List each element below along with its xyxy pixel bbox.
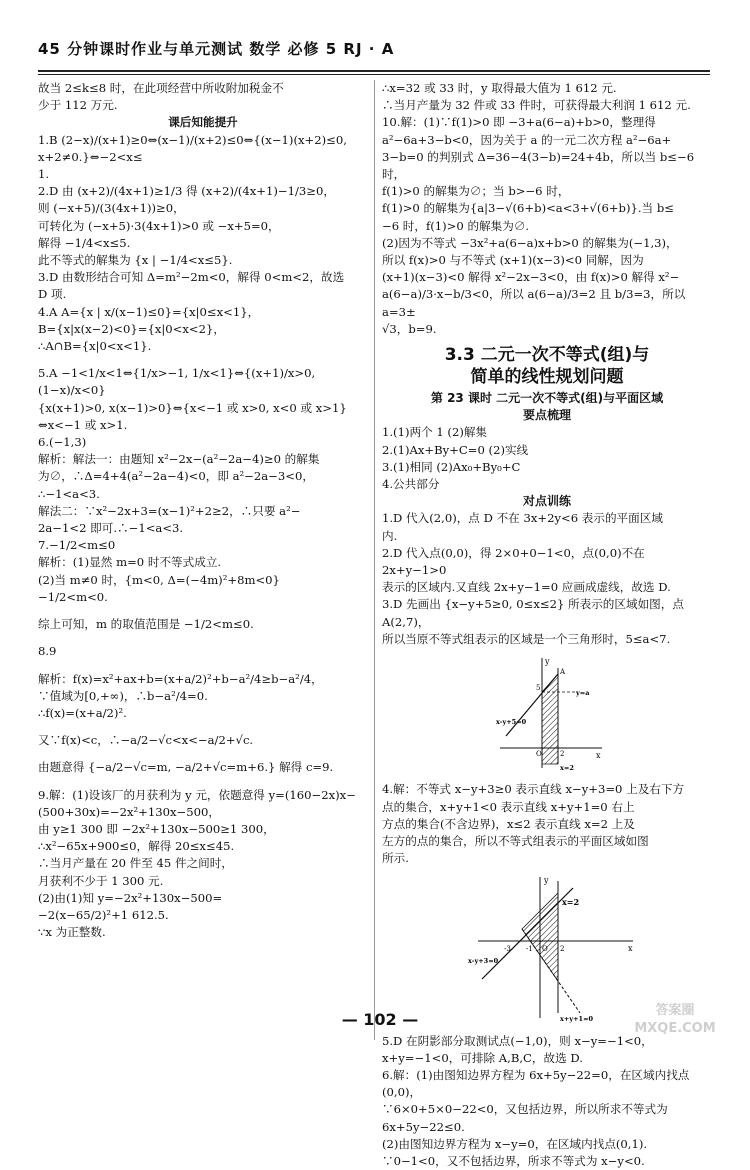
text-line: (x+1)(x−3)<0 解得 x²−2x−3<0，由 f(x)>0 解得 x²−: [382, 270, 680, 285]
text-line: −2(x−65/2)²+1 612.5.: [38, 907, 169, 922]
subheading-after-class: 课后知能提升: [168, 115, 238, 130]
text-line: 此不等式的解集为 {x | −1/4<x≤5}.: [38, 253, 233, 268]
text-line: ∵6×0+5×0−22<0，又包括边界，所以所求不等式为: [382, 1102, 668, 1117]
fig1-A-label: A: [560, 668, 566, 677]
key-point: 4.公共部分: [382, 477, 440, 492]
text-line: 可转化为 (−x+5)·3(4x+1)>0 或 −x+5=0，: [38, 218, 280, 233]
answer-2: 2.D 由 (x+2)/(4x+1)≥1/3 得 (x+2)/(4x+1)−1/3≥0，: [38, 184, 335, 199]
text-line: ∵值域为[0,+∞)，∴b−a²/4=0.: [38, 688, 208, 703]
fig1-x-label: x: [596, 751, 601, 761]
text-line: ∴x=32 或 33 时，y 取得最大值为 1 612 元.: [382, 81, 617, 95]
lesson-title: 第 23 课时 二元一次不等式(组)与平面区域: [430, 391, 664, 406]
text-line: 3−b=0 的判别式 Δ=36−4(3−b)=24+4b，所以当 b≤−6 时，: [382, 149, 695, 182]
key-point: 1.(1)两个 1 (2)解集: [382, 425, 488, 440]
text-line: 解法二：∵x²−2x+3=(x−1)²+2≥2，∴只要 a²−: [38, 503, 301, 518]
key-points-heading: 要点梳理: [522, 408, 571, 423]
fig1-line-label: x-y+5=0: [496, 718, 527, 727]
text-line: 内.: [382, 528, 398, 543]
text-line: 为∅，∴Δ=4+4(a²−2a−4)<0，即 a²−2a−3<0，: [38, 469, 314, 484]
watermark: [610, 1002, 740, 1038]
text-line: 由 y≥1 300 即 −2x²+130x−500≥1 300，: [38, 821, 275, 836]
text-line: D 项.: [38, 287, 67, 302]
text-line: 少于 112 万元.: [38, 98, 118, 113]
text-line: ∵x 为正整数.: [38, 925, 106, 940]
answer-1: 1.B (2−x)/(x+1)≥0⇔(x−1)/(x+2)≤0⇔{(x−1)(x+2)≤0, x+2≠0.}⇔−2<x≤: [38, 132, 347, 164]
text-line: f(1)>0 的解集为∅；当 b>−6 时，: [382, 184, 570, 199]
text-line: (2)因为不等式 −3x²+a(6−a)x+b>0 的解集为(−1,3)，: [382, 235, 678, 250]
text-line: 6x+5y−22≤0.: [382, 1119, 465, 1134]
answer-3: 3.D 由数形结合可知 Δ=m²−2m<0，解得 0<m<2，故选: [38, 270, 345, 285]
fig1-O-label: O: [536, 750, 542, 759]
text-line: 解析：(1)显然 m=0 时不等式成立.: [38, 555, 222, 570]
fig1-x2-label: x=2: [560, 764, 574, 773]
fig1-y-label: y: [545, 657, 550, 667]
header-rule-thin: [38, 74, 710, 75]
left-column: [38, 80, 368, 941]
answer-8: 8.9: [38, 644, 57, 659]
text-line: 方点的集合(不含边界)，x≤2 表示直线 x=2 上及: [382, 816, 635, 831]
fig2-x2-label: x=2: [562, 897, 580, 908]
fig2-minus3-label: -3: [504, 945, 511, 954]
text-line: ∴A∩B={x|0<x<1}.: [38, 339, 152, 354]
text-line: ∴−1<a<3.: [38, 486, 100, 501]
text-line: (500+30x)=−2x²+130x−500，: [38, 804, 220, 819]
text-line: ∴当月产量在 20 件至 45 件之间时，: [38, 856, 233, 871]
fig2-O-label: O: [542, 945, 548, 954]
watermark-top: 答案圈: [655, 1003, 695, 1018]
answer-6: 6.(−1,3): [38, 435, 87, 450]
text-line: (2)由(1)知 y=−2x²+130x−500=: [38, 890, 223, 905]
text-line: (2)由图知边界方程为 x−y=0，在区域内找点(0,1).: [382, 1136, 648, 1151]
text-line: (0,0)，: [382, 1085, 422, 1100]
text-line: B={x|x(x−2)<0}={x|0<x<2}，: [38, 321, 225, 336]
answer-7: 7.−1/2<m≤0: [38, 538, 116, 553]
fig2-x-label: x: [628, 944, 633, 954]
watermark-bottom: MXQE.COM: [634, 1021, 716, 1036]
column-divider: [374, 80, 375, 1040]
section-number: 3.3: [444, 345, 475, 366]
region-figure-1: [496, 654, 606, 772]
text-line: 故当 2≤k≤8 时，在此项经营中所收附加税金不: [38, 81, 284, 95]
drill-answer-2: 2.D 代入点(0,0)，得 2×0+0−1<0，点(0,0)不在 2x+y−1>0: [382, 545, 645, 578]
text-line: 所以 f(x)>0 与不等式 (x+1)(x−3)<0 同解，因为: [382, 253, 644, 268]
text-line: −1/2<m<0.: [38, 589, 108, 604]
answer-4: 4.A A={x | x/(x−1)≤0}={x|0≤x<1}，: [38, 304, 260, 319]
fig1-two-label: 2: [560, 750, 565, 759]
text-line: 所示.: [382, 851, 409, 866]
text-line: 月获利不少于 1 300 元.: [38, 873, 164, 888]
header-rule: [38, 70, 710, 72]
section-title: [382, 344, 712, 388]
answer-9: 9.解：(1)设该厂的月获利为 y 元，依题意得 y=(160−2x)x−: [38, 787, 356, 802]
key-point: 2.(1)Ax+By+C=0 (2)实线: [382, 442, 529, 457]
text-line: 则 (−x+5)/(3(4x+1))≥0，: [38, 201, 185, 216]
drill-answer-5: 5.D 在阴影部分取测试点(−1,0)，则 x−y=−1<0，: [382, 1033, 653, 1048]
text-line: 2a−1<2 即可.∴−1<a<3.: [38, 521, 184, 536]
text-line: ∴f(x)=(x+a/2)².: [38, 705, 127, 720]
text-line: (2)当 m≠0 时，{m<0, Δ=(−4m)²+8m<0}: [38, 572, 280, 587]
drill-answer-3: 3.D 先画出 {x−y+5≥0, 0≤x≤2} 所表示的区域如图，点 A(2,7)，: [382, 597, 684, 629]
text-line: 综上可知，m 的取值范围是 −1/2<m≤0.: [38, 617, 254, 632]
text-line: ∴当月产量为 32 件或 33 件时，可获得最大利润 1 612 元.: [382, 98, 691, 113]
text-line: f(1)>0 的解集为{a|3−√(6+b)<a<3+√(6+b)}.当 b≤: [382, 201, 674, 216]
text-line: x+y=−1<0，可排除 A,B,C，故选 D.: [382, 1050, 583, 1065]
section-title-line2: 简单的线性规划问题: [470, 367, 624, 388]
fig1-ya-label: y=a: [576, 689, 590, 698]
drill-answer-6: 6.解：(1)由图知边界方程为 6x+5y−22=0，在区域内找点: [382, 1067, 690, 1082]
answer-5: 5.A −1<1/x<1⇔{1/x>−1, 1/x<1}⇔{(x+1)/x>0, (1−x)/x<0}: [38, 366, 316, 398]
text-line: 解析：f(x)=x²+ax+b=(x+a/2)²+b−a²/4≥b−a²/4，: [38, 671, 323, 686]
text-line: ∵0−1<0，又不包括边界，所求不等式为 x−y<0.: [382, 1153, 645, 1168]
fig1-five-label: 5: [536, 684, 541, 693]
text-line: 解析：解法一：由题知 x²−2x−(a²−2a−4)≥0 的解集: [38, 452, 320, 467]
text-line: 表示的区域内.又直线 2x+y−1=0 应画成虚线，故选 D.: [382, 580, 671, 595]
text-line: a(6−a)/3·x−b/3<0，所以 a(6−a)/3=2 且 b/3=3，所以 a=3±: [382, 287, 686, 319]
answer-10: 10.解：(1)∵f(1)>0 即 −3+a(6−a)+b>0，整理得: [382, 115, 656, 130]
text-line: 左方的点的集合，所以不等式组表示的平面区域如图: [382, 833, 649, 848]
fig2-two-label: 2: [560, 945, 565, 954]
text-line: 点的集合，x+y+1<0 表示直线 x+y+1=0 右上: [382, 799, 635, 814]
fig2-y-label: y: [544, 876, 549, 886]
fig2-line2-label: x+y+1=0: [560, 1015, 594, 1024]
text-line: a²−6a+3−b<0，因为关于 a 的一元二次方程 a²−6a+: [382, 132, 672, 147]
text-line: {x(x+1)>0, x(x−1)>0}⇔{x<−1 或 x>0, x<0 或 x>1}⇔x<−1 或 x>1.: [38, 400, 347, 432]
text-line: −6 时，f(1)>0 的解集为∅.: [382, 218, 530, 233]
text-line: 又∵f(x)<c，∴−a/2−√c<x<−a/2+√c.: [38, 733, 254, 748]
text-line: 解得 −1/4<x≤5.: [38, 235, 131, 250]
text-line: √3，b=9.: [382, 321, 437, 336]
region-figure-2: [468, 873, 638, 1023]
fig2-minus1-label: -1: [526, 945, 533, 954]
drill-heading: 对点训练: [522, 494, 571, 509]
page-number: — 102 —: [341, 1010, 419, 1029]
shaded-region: [542, 674, 558, 764]
text-line: 由题意得 {−a/2−√c=m, −a/2+√c=m+6.} 解得 c=9.: [38, 760, 334, 775]
drill-answer-1: 1.D 代入(2,0)，点 D 不在 3x+2y<6 表示的平面区域: [382, 511, 663, 526]
text-line: 所以当原不等式组表示的区域是一个三角形时，5≤a<7.: [382, 631, 671, 646]
section-title-line1: 二元一次不等式(组)与: [480, 345, 650, 366]
text-line: ∴x²−65x+900≤0，解得 20≤x≤45.: [38, 839, 235, 854]
fig2-line1-label: x-y+3=0: [468, 957, 499, 966]
page-header: 45 分钟课时作业与单元测试 数学 必修 5 RJ · A: [38, 40, 395, 58]
text-line: 1.: [38, 167, 50, 182]
key-point: 3.(1)相同 (2)Ax₀+By₀+C: [382, 459, 521, 474]
drill-answer-4: 4.解：不等式 x−y+3≥0 表示直线 x−y+3=0 上及右下方: [382, 782, 685, 797]
